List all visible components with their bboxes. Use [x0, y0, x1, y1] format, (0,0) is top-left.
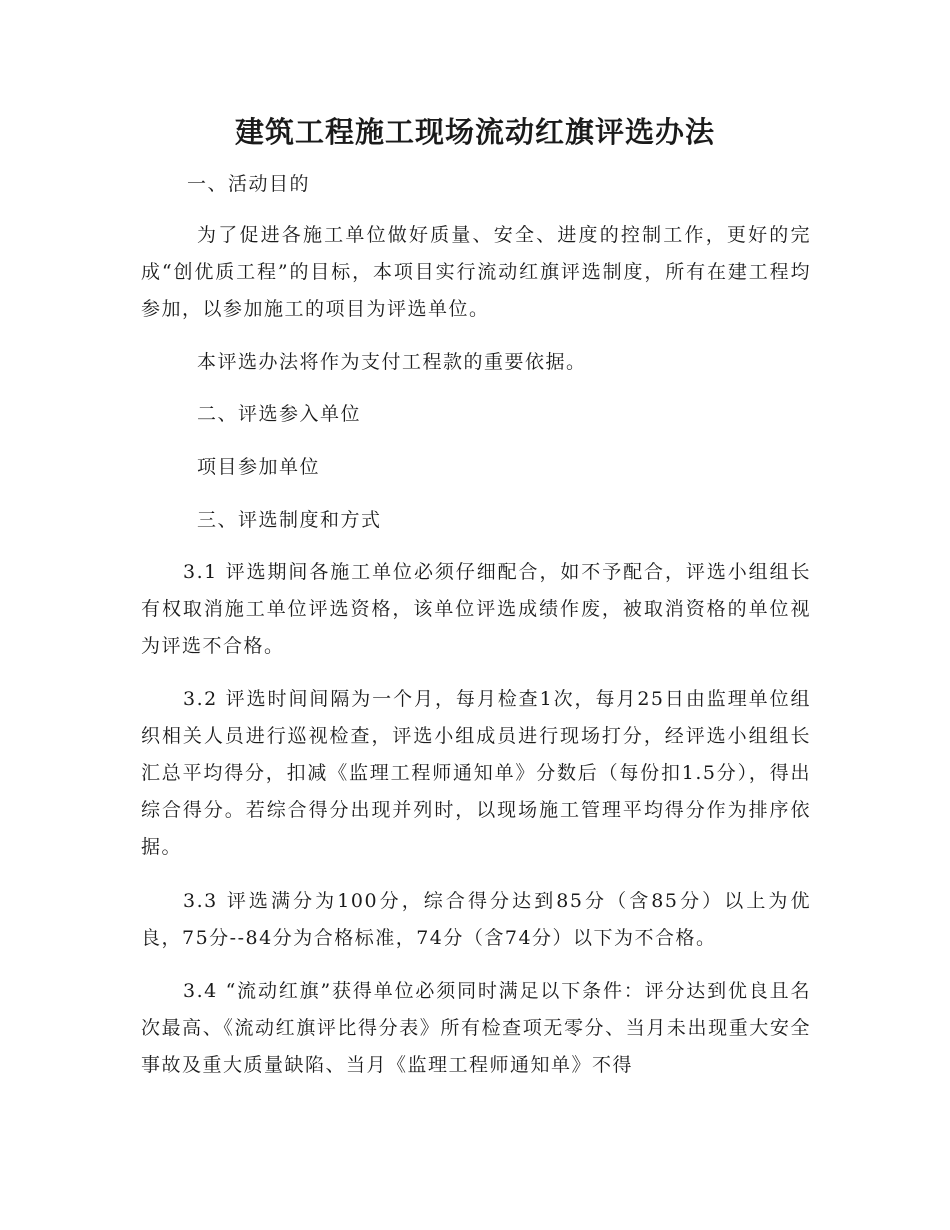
paragraph-payment-basis: 本评选办法将作为支付工程款的重要依据。	[197, 351, 587, 373]
section-heading-method: 三、评选制度和方式	[197, 509, 382, 531]
paragraph-purpose: 为了促进各施工单位做好质量、安全、进度的控制工作，更好的完成“创优质工程”的目标，本项目实行流动红旗评选制度，所有在建工程均参加，以参加施工的项目为评选单位。	[141, 224, 811, 320]
clause-3-2: 3.2 评选时间间隔为一个月，每月检查1次，每月25日由监理单位组织相关人员进行巡视检查，评选小组成员进行现场打分，经评选小组组长汇总平均得分，扣减《监理工程师通知单》分数后（每份扣1.5分），得出综合得分。若综合得分出现并列时，以现场施工管理平均得分作为排序依据。	[141, 688, 811, 858]
clause-3-1: 3.1 评选期间各施工单位必须仔细配合，如不予配合，评选小组组长有权取消施工单位评选资格，该单位评选成绩作废，被取消资格的单位视为评选不合格。	[141, 561, 811, 657]
paragraph-participants: 项目参加单位	[197, 456, 321, 478]
section-heading-participants: 二、评选参入单位	[197, 403, 362, 425]
clause-3-4: 3.4 “流动红旗”获得单位必须同时满足以下条件：评分达到优良且名次最高、《流动红旗评比得分表》所有检查项无零分、当月未出现重大安全事故及重大质量缺陷、当月《监理工程师通知单》不得	[141, 980, 811, 1076]
document-title: 建筑工程施工现场流动红旗评选办法	[234, 115, 715, 149]
section-heading-purpose: 一、活动目的	[187, 173, 311, 195]
clause-3-3: 3.3 评选满分为100分，综合得分达到85分（含85分）以上为优良，75分--84分为合格标准，74分（含74分）以下为不合格。	[141, 890, 811, 949]
